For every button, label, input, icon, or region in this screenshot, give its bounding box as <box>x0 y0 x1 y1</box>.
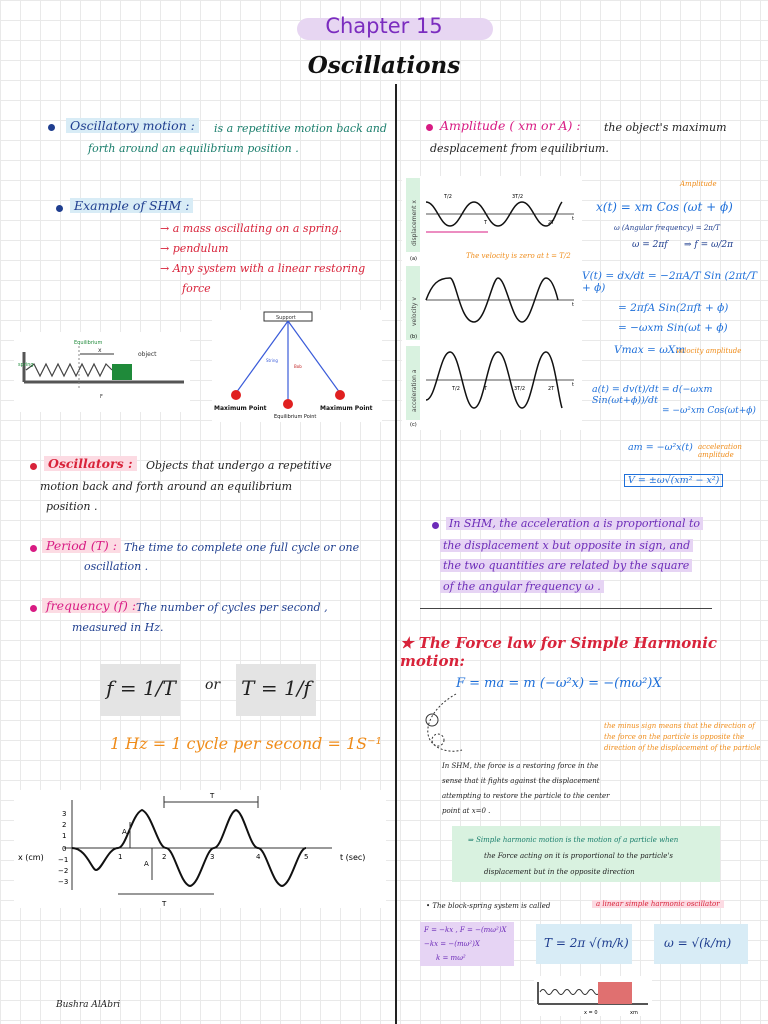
shm-def-2: the Force acting on it is proportional to the particle's <box>484 852 673 860</box>
graph-T-top: T <box>210 792 215 800</box>
f-formula: f = 1/T <box>106 676 176 700</box>
force-law-equation: F = ma = m (−ω²x) = −(mω²)X <box>456 676 662 691</box>
x-v-a-graphs <box>402 176 582 430</box>
oscillators-def-1: Objects that undergo a repetitive <box>146 459 332 472</box>
ga-t: t <box>572 382 574 388</box>
ytick-3: 3 <box>62 810 67 818</box>
restoring-4: point at x=0 . <box>442 807 491 815</box>
graph-ylabel: x (cm) <box>18 853 44 862</box>
displacement-time-graph <box>14 790 386 908</box>
pendulum-figure <box>212 310 382 422</box>
oscillators-def-3: position . <box>46 500 98 513</box>
bullet <box>56 205 63 212</box>
chapter-label: Chapter 15 <box>325 14 443 38</box>
v-formula-2: = 2πfA Sin(2πft + ϕ) <box>618 302 729 314</box>
spring-xm: xm <box>630 1010 638 1016</box>
shm-example-3: → Any system with a linear restoring <box>160 262 366 275</box>
omega-formula: ω = 2πf <box>632 240 668 250</box>
force-deriv-3: k = mω² <box>436 954 466 962</box>
a-formula-1: a(t) = dv(t)/dt = d(−ωxm Sin(ωt+ϕ))/dt <box>592 384 713 406</box>
graph-label-acceleration: acceleration a <box>411 369 418 412</box>
v-final-formula: V = ±ω√(xm² − x²) <box>624 474 723 487</box>
ytick-1: 1 <box>62 832 67 840</box>
frequency-def-2: measured in Hz. <box>72 621 164 634</box>
bullet <box>48 124 55 131</box>
vmax-formula: Vmax = ωXm <box>614 344 686 356</box>
column-divider <box>395 84 397 1024</box>
xtick-3: 3 <box>210 853 215 861</box>
graph-A-top: A <box>122 828 127 836</box>
ga-2T: 2T <box>548 386 555 392</box>
f-formula-box <box>100 664 180 716</box>
dashed-arrow-sketch <box>418 690 468 760</box>
f-omega-formula: ⇒ f = ω/2π <box>684 240 734 250</box>
restoring-3: attempting to restore the particle to the center <box>442 792 610 800</box>
amplitude-note: Amplitude <box>680 180 717 188</box>
shm-example-3-cont: force <box>182 282 211 295</box>
shm-relation-3: the two quantities are related by the square <box>440 559 692 572</box>
ytick-m1: −1 <box>58 856 69 864</box>
spring-x0: x = 0 <box>584 1010 598 1016</box>
shm-examples-title: Example of SHM : <box>70 198 193 213</box>
gx-T2: T/2 <box>444 194 452 200</box>
gx-t: t <box>572 216 574 222</box>
gx-2T: 2T <box>548 220 555 226</box>
vmax-note: velocity amplitude <box>676 347 742 355</box>
minus-note-3: direction of the displacement of the particle <box>604 744 761 752</box>
graph-label-displacement: displacement x <box>411 200 418 246</box>
velocity-zero-note: The velocity is zero at t = T/2 <box>466 252 571 260</box>
spring-force-label: F <box>100 394 103 400</box>
period-def-1: The time to complete one full cycle or one <box>124 541 360 554</box>
spring-figure <box>14 332 190 412</box>
spring-equilibrium-label: Equilibrium <box>74 340 103 346</box>
spring-label: spring <box>18 362 34 368</box>
period-formula: T = 2π √(m/k) <box>544 936 629 950</box>
shm-relation-1: In SHM, the acceleration a is proportional to <box>446 517 703 530</box>
term-period: Period (T) : <box>42 538 121 553</box>
x-formula: x(t) = xm Cos (ωt + ϕ) <box>596 200 733 214</box>
bullet <box>432 522 439 529</box>
bullet <box>30 463 37 470</box>
term-frequency: frequency (f) : <box>42 598 140 613</box>
graph-A-bottom: A <box>144 860 149 868</box>
shm-relation-4: of the angular frequency ω . <box>440 580 604 593</box>
ytick-0: 0 <box>62 845 67 853</box>
shm-example-2: → pendulum <box>160 242 229 255</box>
gx-3T2: 3T/2 <box>512 194 524 200</box>
gv-t: t <box>572 302 574 308</box>
hz-definition: 1 Hz = 1 cycle per second = 1S⁻¹ <box>110 734 382 753</box>
graph-xlabel: t (sec) <box>340 853 366 862</box>
ga-T2: T/2 <box>452 386 460 392</box>
T-formula-box <box>236 664 316 716</box>
oscillators-def-2: motion back and forth around an equilibrium <box>40 480 293 493</box>
pendulum-support-label: Support <box>276 315 296 321</box>
minus-note-2: the force on the particle is opposite the <box>604 733 745 741</box>
bullet <box>30 605 37 612</box>
ytick-2: 2 <box>62 821 67 829</box>
force-law-title: ★ The Force law for Simple Harmonic motion: <box>400 634 718 670</box>
ga-T: T <box>484 386 488 392</box>
shm-example-1: → a mass oscillating on a spring. <box>160 222 342 235</box>
v-formula-1: V(t) = dx/dt = −2πA/T Sin (2πt/T + ϕ) <box>582 270 757 294</box>
ytick-m3: −3 <box>58 878 69 886</box>
xtick-1: 1 <box>118 853 123 861</box>
shm-relation-2: the displacement x but opposite in sign, and <box>440 539 693 552</box>
am-note: acceleration amplitude <box>698 443 742 459</box>
term-amplitude: Amplitude ( xm or A) : <box>440 118 581 133</box>
amplitude-def-2: desplacement from equilibrium. <box>430 142 609 155</box>
omega-formula-box <box>654 924 748 964</box>
am-formula: am = −ω²x(t) <box>628 442 693 453</box>
block-spring-pre: • The block-spring system is called <box>426 902 551 910</box>
shm-def-1: ⇒ Simple harmonic motion is the motion of a particle when <box>468 836 679 844</box>
shm-def-3: displacement but in the opposite direction <box>484 868 635 876</box>
or-label: or <box>205 677 221 693</box>
minus-note-1: the minus sign means that the direction of <box>604 722 755 730</box>
omega-spring-formula: ω = √(k/m) <box>664 936 732 950</box>
block-spring-term: a linear simple harmonic oscillator <box>592 900 724 908</box>
omega-note: ω (Angular frequency) = 2π/T <box>614 224 720 232</box>
period-def-2: oscillation . <box>84 560 149 573</box>
ga-3T2: 3T/2 <box>514 386 526 392</box>
amplitude-def-1: the object's maximum <box>604 121 727 134</box>
ytick-m2: −2 <box>58 867 69 875</box>
frequency-def-1: The number of cycles per second , <box>136 601 328 614</box>
gx-a: (a) <box>410 256 417 262</box>
a-formula-2: = −ω²xm Cos(ωt+ϕ) <box>662 406 756 416</box>
pendulum-max-right: Maximum Point <box>320 405 373 412</box>
bullet <box>30 545 37 552</box>
section-rule <box>420 608 712 609</box>
xtick-4: 4 <box>256 853 261 861</box>
pendulum-max-left: Maximum Point <box>214 405 267 412</box>
force-deriv-1: F = −kx , F = −(mω²)X <box>424 926 507 934</box>
T-formula: T = 1/f <box>241 676 311 700</box>
oscillatory-def-1: is a repetitive motion back and <box>214 122 387 135</box>
pendulum-string-label: String <box>266 358 278 363</box>
restoring-1: In SHM, the force is a restoring force in the <box>442 762 599 770</box>
gv-b: (b) <box>410 334 418 340</box>
shm-definition-box <box>452 826 720 882</box>
xtick-2: 2 <box>162 853 167 861</box>
pendulum-bob-label: Bob <box>294 364 302 369</box>
spring-x-label: x <box>98 347 102 354</box>
spring-object-label: object <box>138 351 157 358</box>
term-oscillatory-motion: Oscillatory motion : <box>66 118 199 133</box>
force-derivation-box <box>420 922 514 966</box>
v-formula-3: = −ωxm Sin(ωt + ϕ) <box>618 322 728 334</box>
pendulum-equilibrium-label: Equilibrium Point <box>274 414 317 420</box>
period-formula-box <box>536 924 632 964</box>
gx-T: T <box>484 220 488 226</box>
oscillatory-def-2: forth around an equilibrium position . <box>88 142 299 155</box>
restoring-2: sense that it fights against the displacement <box>442 777 600 785</box>
page-title: Oscillations <box>307 52 461 79</box>
bullet <box>426 124 433 131</box>
graph-T-bottom: T <box>162 900 167 908</box>
term-oscillators: Oscillators : <box>44 456 137 471</box>
author-signature: Bushra AlAbri <box>56 1000 121 1010</box>
graph-label-velocity: velocity v <box>411 297 418 326</box>
force-deriv-2: −kx = −(mω²)X <box>424 940 480 948</box>
xtick-5: 5 <box>304 853 309 861</box>
ga-c: (c) <box>410 422 417 428</box>
block-spring-figure <box>534 976 652 1016</box>
